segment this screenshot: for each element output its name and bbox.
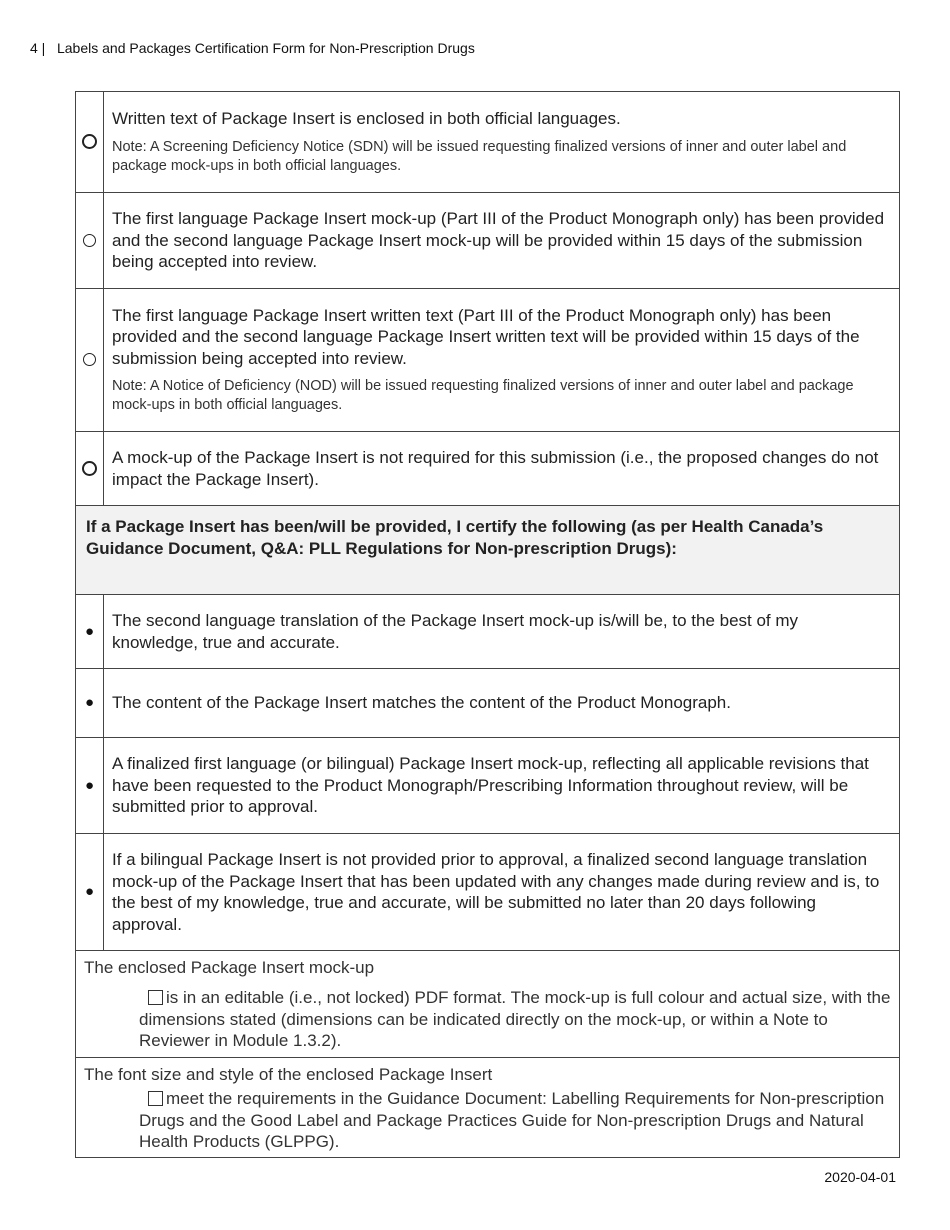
certification-table [75,91,900,1158]
option-row-2 [76,193,900,289]
bullet-icon: ● [84,694,95,711]
certification-row-4 [76,834,900,951]
font-row [76,1058,900,1158]
mockup-row [76,951,900,1058]
font-checkbox[interactable] [148,1091,163,1106]
certification-row-1 [76,595,900,669]
certification-text-4: If a bilingual Package Insert is not provided prior to approval, a finalized second language translation mock-up of the Package Insert that has been updated with any changes made during review and is, to the best of my knowledge, true and accurate, will be submitted no later than 20 days following approval. [112,850,880,934]
mockup-checkbox[interactable] [148,990,163,1005]
radio-button-1[interactable] [82,134,97,149]
certification-text-1: The second language translation of the Package Insert mock-up is/will be, to the best of my knowledge, true and accurate. [112,611,799,652]
option-text-3: The first language Package Insert written text (Part III of the Product Monograph only) has been provided and the second language Package Insert written text will be provided within 15 days of the submission being accepted into review. [112,305,860,368]
mockup-title: The enclosed Package Insert mock-up [84,958,375,977]
page-number: 4 | [30,40,46,56]
option-text-2: The first language Package Insert mock-up (Part III of the Product Monograph only) has been provided and the second language Package Insert mock-up will be provided within 15 days of the submission being accepted into review. [112,209,885,272]
document-title: Labels and Packages Certification Form for Non-Prescription Drugs [56,40,475,56]
radio-button-4[interactable] [82,461,97,476]
option-row-3 [76,289,900,432]
mockup-checkbox-text: is in an editable (i.e., not locked) PDF format. The mock-up is full colour and actual size, with the dimensions stated (dimensions can be indicated directly on the mock-up, or within a Note to Reviewer in Module 1.3.2). [139,988,891,1050]
option-note-3: Note: A Notice of Deficiency (NOD) will be issued requesting finalized versions of inner and outer label and package mock-ups in both official languages. [112,378,854,414]
option-row-1 [76,92,900,193]
option-text-1: Written text of Package Insert is enclosed in both official languages. [112,109,621,129]
bullet-icon: ● [84,776,95,794]
radio-button-2[interactable] [83,234,96,247]
section-heading: If a Package Insert has been/will be provided, I certify the following (as per Health Canada’s Guidance Document, Q&A: PLL Regulations for Non-prescription Drugs): [76,506,900,595]
font-checkbox-text: meet the requirements in the Guidance Document: Labelling Requirements for Non-prescription Drugs and the Good Label and Package Practices Guide for Non-prescription Drugs and Natural Health Products (GLPPG). [139,1089,885,1151]
certification-row-3 [76,738,900,834]
bullet-icon: ● [84,883,95,900]
footer-date: 2020-04-01 [824,1169,896,1185]
certification-row-2 [76,669,900,738]
page-header [30,40,475,56]
font-title: The font size and style of the enclosed Package Insert [84,1065,493,1084]
certification-text-2: The content of the Package Insert matches the content of the Product Monograph. [112,693,731,713]
bullet-icon: ● [84,622,95,640]
option-text-4: A mock-up of the Package Insert is not required for this submission (i.e., the proposed changes do not impact the Package Insert). [112,448,879,489]
section-heading-row [76,506,900,595]
option-row-4 [76,432,900,506]
radio-button-3[interactable] [83,353,96,366]
option-note-1: Note: A Screening Deficiency Notice (SDN) will be issued requesting finalized versions of inner and outer label and package mock-ups in both official languages. [112,138,847,174]
certification-text-3: A finalized first language (or bilingual) Package Insert mock-up, reflecting all applicable revisions that have been requested to the Product Monograph/Prescribing Information throughout review, will be submitted prior to approval. [112,754,869,817]
